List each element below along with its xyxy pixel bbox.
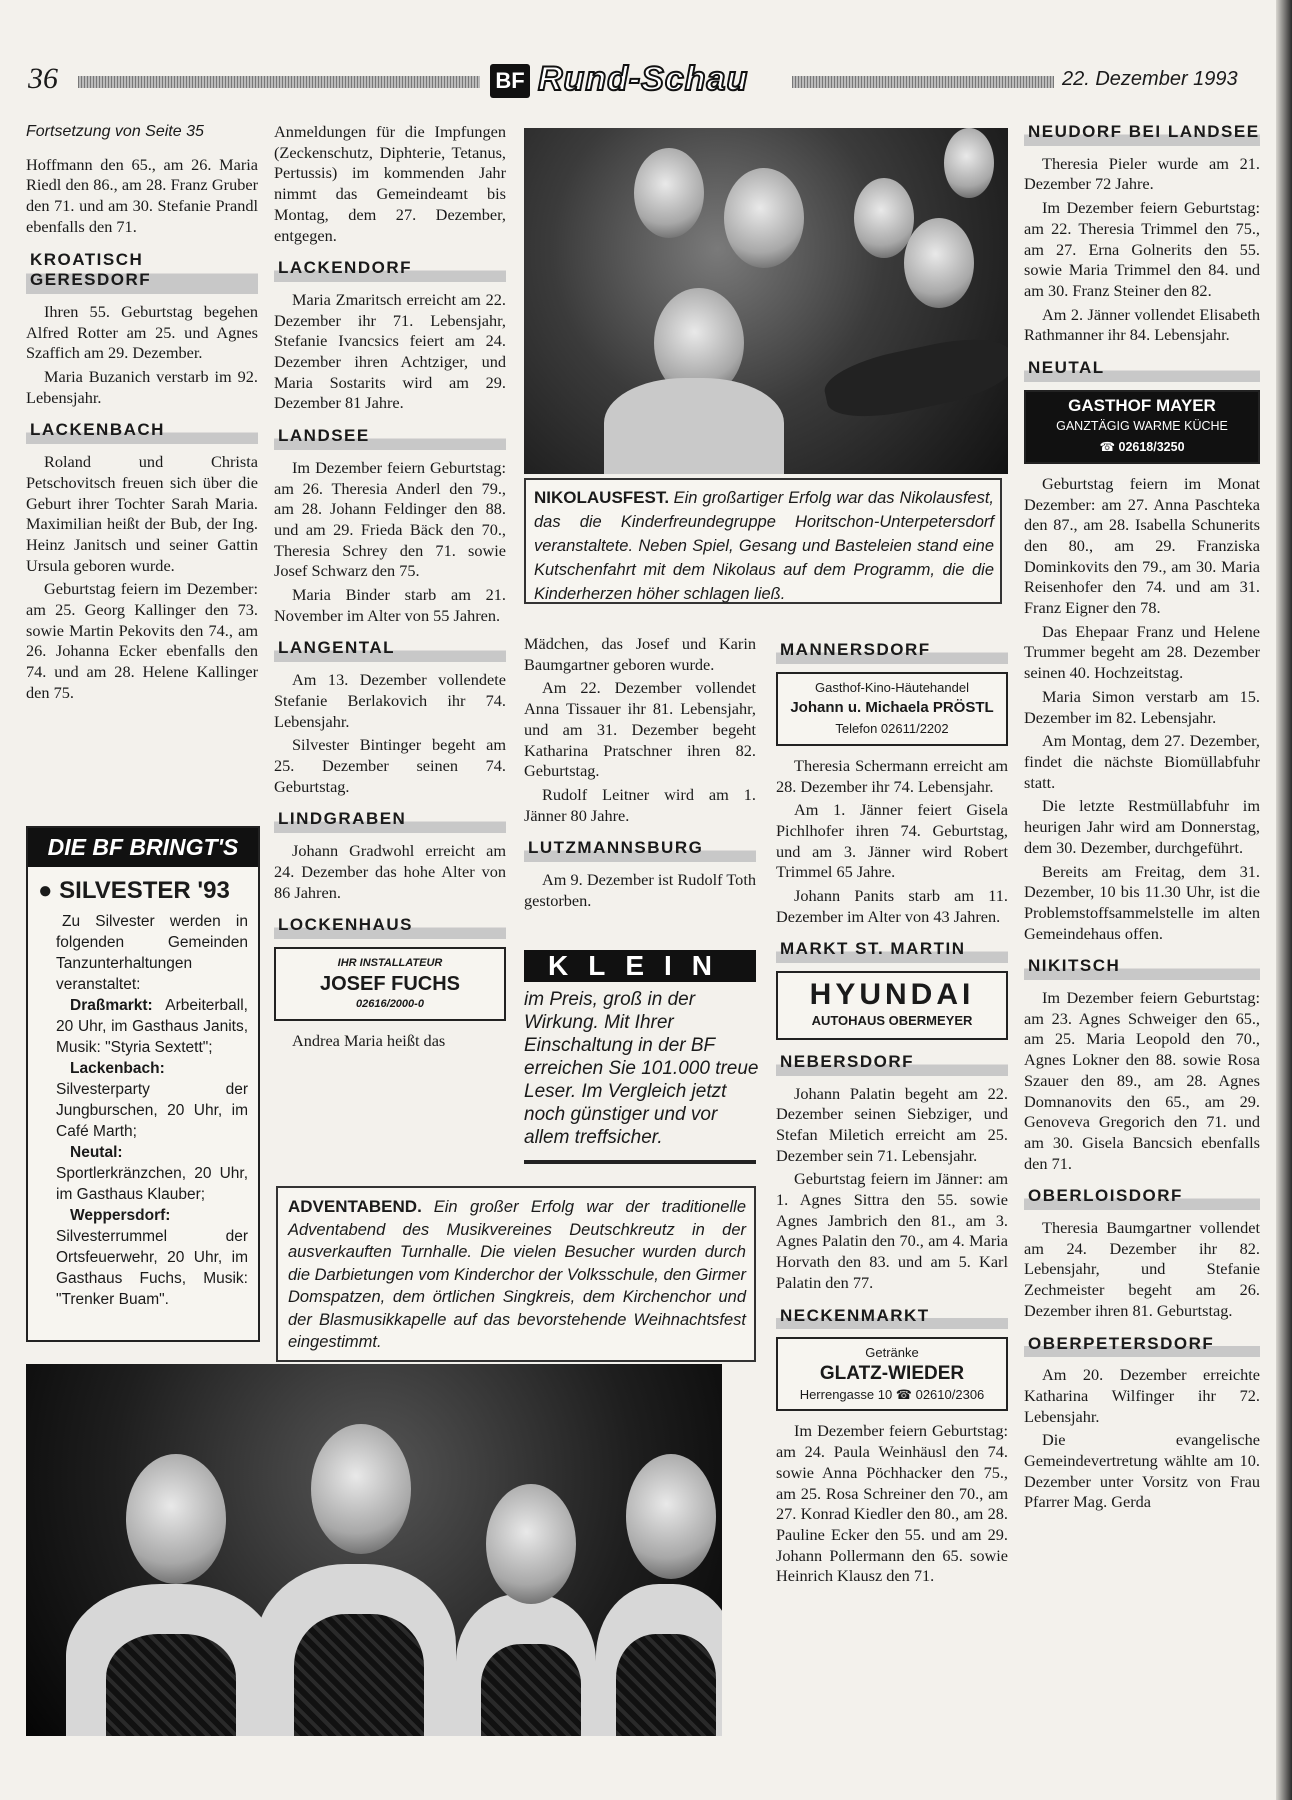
article-text: Maria Binder starb am 21. November im Alter von 55 Jahren. xyxy=(274,585,506,625)
article-text: Johann Gradwohl erreicht am 24. Dezember das hohe Alter von 86 Jahren. xyxy=(274,841,506,902)
singer-dirndl xyxy=(481,1644,581,1736)
heading-lockenhaus: LOCKENHAUS xyxy=(274,913,506,939)
singer-dirndl xyxy=(106,1634,236,1736)
heading-langental: LANGENTAL xyxy=(274,636,506,662)
article-text: Ihren 55. Geburtstag begehen Alfred Rotter am 25. und Agnes Szaffich am 29. Dezember. xyxy=(26,301,258,363)
article-text: Im Dezember feiern Geburtstag: am 26. Theresia Anderl den 79., am 28. Johann Feldinger den 88. und am 29. Frieda Bäck den 70., Theresia Schrey den 71. sowie Josef Schwarz den 75. xyxy=(274,457,506,581)
article-text: Maria Simon verstarb am 15. Dezember im 82. Lebensjahr. xyxy=(1024,686,1260,727)
article-text: Geburtstag feiern im Jänner: am 1. Agnes Sittra den 55. sowie Agnes Jambrich den 81., am 3. Agnes Palatin den 70., am 4. Maria Horvath den 83. und am 5. Karl Palatin den 77. xyxy=(776,1169,1008,1292)
bf-bringts-banner: DIE BF BRINGT'S xyxy=(28,828,258,867)
article-text: Mädchen, das Josef und Karin Baumgartner geboren wurde. xyxy=(524,634,756,674)
klein-text: im Preis, groß in der Wirkung. Mit Ihrer Einschaltung in der BF erreichen Sie 101.000 treue Leser. Im Vergleich jetzt noch günstiger und vor allem treffsicher. xyxy=(524,989,759,1148)
article-text: Hoffmann den 65., am 26. Maria Riedl den 86., am 28. Franz Gruber den 71. und am 30. Stefanie Prandl ebenfalls den 71. xyxy=(26,154,258,236)
article-text: Das Ehepaar Franz und Helene Trummer begeht am 28. Dezember seinen 40. Hochzeitstag. xyxy=(1024,621,1260,683)
adventabend-choir-photo xyxy=(26,1364,722,1736)
event-item: Draßmarkt: Arbeiterball, 20 Uhr, im Gasthaus Janits, Musik: "Styria Sextett"; xyxy=(56,997,248,1056)
ad-proestl: Gasthof-Kino-Häutehandel Johann u. Michaela PRÖSTL Telefon 02611/2202 xyxy=(776,672,1008,746)
heading-nikitsch: NIKITSCH xyxy=(1024,954,1260,980)
column-4 xyxy=(776,628,1008,1590)
adventabend-box: ADVENTABEND. Ein großer Erfolg war der traditionelle Adventabend des Musikvereines Deutschkreutz in der ausverkauften Turnhalle. Die vielen Besucher wurden durch die Darbietungen vom Kinderchor der Volksschule, den Girmer Domspatzen, dem örtlichen Singkreis, dem Kirchenchor und der Blasmusikkapelle auf das bevorstehende Weihnachtsfest eingestimmt. xyxy=(276,1186,756,1362)
child-face xyxy=(854,178,914,258)
issue-date: 22. Dezember 1993 xyxy=(1062,68,1238,90)
heading-neudorf-bei-landsee: NEUDORF BEI LANDSEE xyxy=(1024,120,1260,146)
klein-underline xyxy=(524,1160,756,1164)
article-text: Am 1. Jänner feiert Gisela Pichlhofer ihren 74. Geburtstag, und am 3. Jänner wird Robert Trimmel 65 Jahre. xyxy=(776,800,1008,882)
child-face xyxy=(724,168,804,268)
article-text: Am Montag, dem 27. Dezember, findet die nächste Biomüllabfuhr statt. xyxy=(1024,731,1260,792)
event-item: Neutal: Sportlerkränzchen, 20 Uhr, im Gasthaus Klauber; xyxy=(56,1144,248,1203)
column-5 xyxy=(1024,120,1260,1516)
heading-landsee: LANDSEE xyxy=(274,424,506,450)
heading-markt-st-martin: MARKT ST. MARTIN xyxy=(776,937,1008,963)
article-text: Maria Zmaritsch erreicht am 22. Dezember ihr 71. Lebensjahr, Stefanie Ivancsics feiert am 24. Dezember ihren Achtziger, und Maria Sostarits wird am 29. Dezember 81 Jahre. xyxy=(274,289,506,413)
heading-oberpetersdorf: OBERPETERSDORF xyxy=(1024,1332,1260,1358)
article-text: Johann Panits starb am 11. Dezember im Alter von 43 Jahren. xyxy=(776,886,1008,926)
page-header xyxy=(0,58,1292,108)
article-text: Am 2. Jänner vollendet Elisabeth Rathmanner ihr 84. Lebensjahr. xyxy=(1024,304,1260,345)
article-text: Am 9. Dezember ist Rudolf Toth gestorben. xyxy=(524,870,756,910)
header-rule-left xyxy=(78,76,480,88)
article-text: Am 13. Dezember vollendete Stefanie Berlakovich ihr 74. Lebensjahr. xyxy=(274,670,506,731)
heading-lackenbach: LACKENBACH xyxy=(26,418,258,444)
article-text: Im Dezember feiern Geburtstag: am 23. Agnes Schweiger den 65., am 25. Maria Leopold den 70., Agnes Lokner den 88. sowie Rosa Szauer den 89., am 28. Agnes Domnanovits den 65., am 29. Genoveva Gregorich den 71. und am 30. Gisela Bancsich ebenfalls den 71. xyxy=(1024,988,1260,1173)
column-2 xyxy=(274,122,506,1055)
musician-face xyxy=(904,218,974,308)
continued-note: Fortsetzung von Seite 35 xyxy=(26,123,204,140)
article-text: Bereits am Freitag, dem 31. Dezember, 10 bis 11.30 Uhr, ist die Problemstoffsammelstelle im alten Gemeindehaus offen. xyxy=(1024,861,1260,943)
silvester-body: Zu Silvester werden in folgenden Gemeinden Tanzunterhaltungen veranstaltet: Draßmarkt: Arbeiterball, 20 Uhr, im Gasthaus Janits, Musik: "Styria Sextett"; Lackenbach: Silvesterparty der Jungburschen, 20 Uhr, im Café Marth; Neutal: Sportlerkränzchen, 20 Uhr, im Gasthaus Klauber; Weppersdorf: Silvesterrummel der Ortsfeuerwehr, 20 Uhr, im Gasthaus Fuchs, Musik: "Trenker Buam". xyxy=(56,913,248,1308)
bullet-icon: ● xyxy=(38,877,60,904)
silvester-heading: ● SILVESTER '93 xyxy=(38,877,230,904)
column-3 xyxy=(524,634,756,914)
article-text: Andrea Maria heißt das xyxy=(292,1031,446,1051)
article-text: Silvester Bintinger begeht am 25. Dezember seinen 74. Geburtstag. xyxy=(274,735,506,796)
page-edge xyxy=(1276,0,1292,1800)
ad-josef-fuchs: IHR INSTALLATEUR JOSEF FUCHS 02616/2000-0 xyxy=(274,947,506,1021)
article-text: Am 22. Dezember vollendet Anna Tissauer ihr 81. Lebensjahr, und am 31. Dezember begeht Katharina Pratschner ihren 82. Geburtstag. xyxy=(524,678,756,781)
guitar xyxy=(820,329,1008,427)
article-text: Im Dezember feiern Geburtstag: am 24. Paula Weinhäusl den 74. sowie Anna Pöchhacker den 75., am 25. Rosa Schreiner den 70., am 27. Konrad Kiedler den 80., am 28. Pauline Ecker den 55. und am 29. Johann Pollermann den 65. sowie Heinrich Klausz den 71. xyxy=(776,1421,1008,1586)
singer-face xyxy=(626,1454,716,1579)
bf-logo: BF xyxy=(490,64,530,98)
ad-glatz-wieder: Getränke GLATZ-WIEDER Herrengasse 10 ☎ 02610/2306 xyxy=(776,1337,1008,1411)
singer-dirndl xyxy=(294,1614,424,1736)
article-text: Roland und Christa Petschovitsch freuen sich über die Geburt ihrer Tochter Sarah Maria. Maximilian heißt der Bub, der Ing. Heinz Janitsch und seiner Gattin Ursula geboren wurde. xyxy=(26,452,258,575)
nikolausfest-caption: NIKOLAUSFEST. Ein großartiger Erfolg war das Nikolausfest, das die Kinderfreundegruppe Horitschon-Unterpetersdorf veranstaltete. Neben Spiel, Gesang und Basteleien stand eine Kutschenfahrt mit dem Nikolaus auf dem Programm, die die Kinderherzen höher schlagen ließ. xyxy=(524,478,1002,604)
article-text: Geburtstag feiern im Monat Dezember: am 27. Anna Paschteka den 87., am 28. Isabella Schunerits den 80., am 29. Franziska Dominkovits den 79., am 30. Maria Reisenhofer den 74. und am 31. Franz Eigner den 78. xyxy=(1024,473,1260,618)
column-1 xyxy=(26,122,258,707)
singer-face xyxy=(311,1424,411,1554)
article-text: Geburtstag feiern im Dezember: am 25. Georg Kallinger den 73. sowie Martin Pekovits den 74., am 26. Johanna Ecker ebenfalls den 74. und am 28. Helene Kallinger den 75. xyxy=(26,579,258,702)
singer-face xyxy=(486,1484,576,1604)
ad-gasthof-mayer: GASTHOF MAYER GANZTÄGIG WARME KÜCHE ☎ 02618/3250 xyxy=(1024,390,1260,464)
singer-dirndl xyxy=(616,1634,716,1736)
page-number: 36 xyxy=(28,62,58,95)
heading-lutzmannsburg: LUTZMANNSBURG xyxy=(524,836,756,862)
article-text: Theresia Baumgartner vollendet am 24. Dezember ihr 82. Lebensjahr, und Stefanie Zechmeister begeht am 26. Dezember ihren 81. Geburtstag. xyxy=(1024,1218,1260,1320)
hyundai-logo: HYUNDAI xyxy=(809,978,975,1012)
event-item: Weppersdorf: Silvesterrummel der Ortsfeuerwehr, 20 Uhr, im Gasthaus Fuchs, Musik: "Trenker Buam". xyxy=(56,1207,248,1308)
article-text: Theresia Pieler wurde am 21. Dezember 72 Jahre. xyxy=(1024,153,1260,194)
bf-bringts-box xyxy=(26,826,260,1342)
article-text: Johann Palatin begeht am 22. Dezember seinen Siebziger, und Stefan Miletich erreicht am 25. Dezember sein 71. Lebensjahr. xyxy=(776,1083,1008,1165)
child-sweater xyxy=(604,378,784,474)
article-text: Am 20. Dezember erreichte Katharina Wilfinger ihr 72. Lebensjahr. xyxy=(1024,1365,1260,1426)
section-title: Rund-Schau xyxy=(538,60,749,98)
ad-hyundai-obermeyer: HYUNDAI AUTOHAUS OBERMEYER xyxy=(776,971,1008,1040)
klein-banner: KLEIN xyxy=(524,950,756,982)
heading-lindgraben: LINDGRABEN xyxy=(274,807,506,833)
heading-oberloisdorf: OBERLOISDORF xyxy=(1024,1184,1260,1210)
heading-neutal: NEUTAL xyxy=(1024,356,1260,382)
header-rule-right xyxy=(792,76,1054,88)
heading-nebersdorf: NEBERSDORF xyxy=(776,1050,1008,1076)
article-text: Theresia Schermann erreicht am 28. Dezember ihr 74. Lebensjahr. xyxy=(776,755,1008,796)
article-text: Anmeldungen für die Impfungen (Zeckenschutz, Diphterie, Tetanus, Pertussis) im kommenden Jahr nimmt das Gemeindeamt bis Montag, dem 27. Dezember, entgegen. xyxy=(274,122,506,245)
article-text: Die evangelische Gemeindevertretung wählte am 10. Dezember unter Vorsitz von Frau Pfarrer Mag. Gerda xyxy=(1024,1430,1260,1512)
heading-neckenmarkt: NECKENMARKT xyxy=(776,1304,1008,1330)
event-item: Lackenbach: Silvesterparty der Jungburschen, 20 Uhr, im Café Marth; xyxy=(56,1060,248,1140)
singer-face xyxy=(126,1454,226,1584)
nikolausfest-photo xyxy=(524,128,1008,474)
child-face xyxy=(634,148,704,238)
child-face xyxy=(944,128,994,198)
heading-kroatisch-geresdorf: KROATISCH GERESDORF xyxy=(26,248,258,294)
article-text: Rudolf Leitner wird am 1. Jänner 80 Jahre. xyxy=(524,784,756,825)
article-text: Im Dezember feiern Geburtstag: am 22. Theresia Trimmel den 75., am 27. Erna Golnerits den 55. sowie Maria Trimmel den 84. und am 30. Franz Steiner den 82. xyxy=(1024,198,1260,300)
article-text: Maria Buzanich verstarb im 92. Lebensjahr. xyxy=(26,367,258,407)
article-text: Die letzte Restmüllabfuhr im heurigen Jahr wird am Donnerstag, dem 30. Dezember, durchgeführt. xyxy=(1024,796,1260,857)
heading-mannersdorf: MANNERSDORF xyxy=(776,638,1008,664)
heading-lackendorf: LACKENDORF xyxy=(274,256,506,282)
